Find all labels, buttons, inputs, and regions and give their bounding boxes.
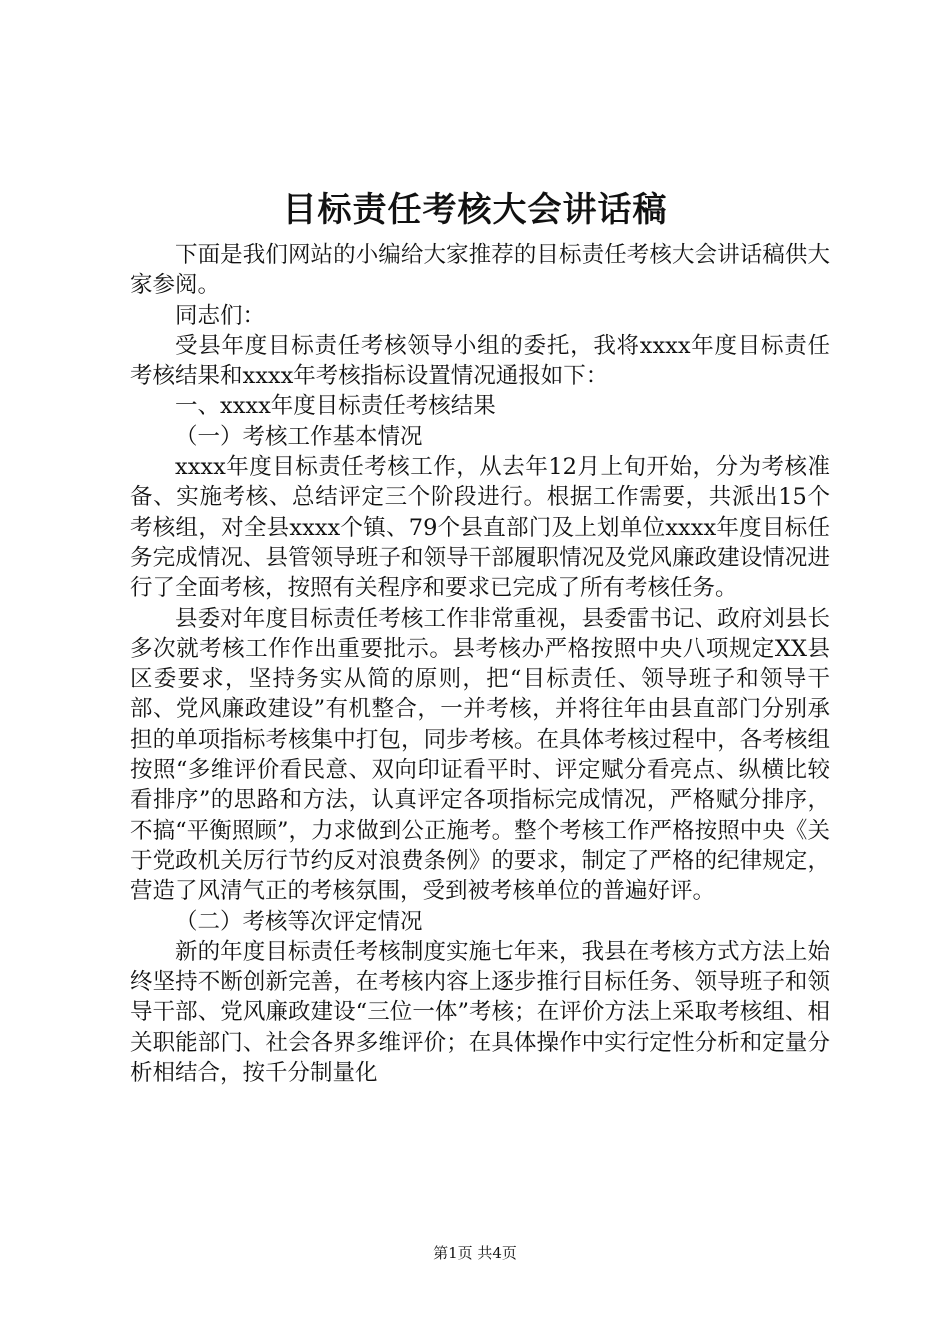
section-heading: 一、xxxx年度目标责任考核结果 bbox=[175, 393, 496, 420]
subsection-heading: （一）考核工作基本情况 bbox=[175, 423, 423, 450]
paragraph: 新的年度目标责任考核制度实施七年来，我县在考核方式方法上始终坚持不断创新完善，在考核内容上逐步推行目标任务、领导班子和领导干部、党风廉政建设“三位一体”考核；在评价方法上采取考核组、相关职能部门、社会各界多维评价；在具体操作中实行定性分析和定量分析相结合，按千分制量化 bbox=[130, 938, 830, 1087]
paragraph: 下面是我们网站的小编给大家推荐的目标责任考核大会讲话稿供大家参阅。 bbox=[130, 242, 830, 299]
page-title: 目标责任考核大会讲话稿 bbox=[282, 190, 668, 230]
paragraph: xxxx年度目标责任考核工作，从去年12月上旬开始，分为考核准备、实施考核、总结评定三个阶段进行。根据工作需要，共派出15个考核组，对全县xxxx个镇、79个县直部门及上划单位xxxx年度目标任务完成情况、县管领导班子和领导干部履职情况及党风廉政建设情况进行了全面考核，按照有关程序和要求已完成了所有考核任务。 bbox=[130, 454, 830, 602]
paragraph: 同志们： bbox=[175, 302, 266, 329]
paragraph: 受县年度目标责任考核领导小组的委托，我将xxxx年度目标责任考核结果和xxxx年考核指标设置情况通报如下： bbox=[130, 332, 830, 390]
subsection-heading: （二）考核等次评定情况 bbox=[175, 908, 423, 935]
paragraph: 县委对年度目标责任考核工作非常重视，县委雷书记、政府刘县长多次就考核工作作出重要批示。县考核办严格按照中央八项规定XX县区委要求，坚持务实从简的原则，把“目标责任、领导班子和领导干部、党风廉政建设”有机整合，一并考核，并将往年由县直部门分别承担的单项指标考核集中打包，同步考核。在具体考核过程中，各考核组按照“多维评价看民意、双向印证看平时、评定赋分看亮点、纵横比较看排序”的思路和方法，认真评定各项指标完成情况，严格赋分排序，不搞“平衡照顾”，力求做到公正施考。整个考核工作严格按照中央《关于党政机关厉行节约反对浪费条例》的要求，制定了严格的纪律规定，营造了风清气正的考核氛围，受到被考核单位的普遍好评。 bbox=[130, 605, 830, 905]
document-body bbox=[130, 240, 830, 1088]
page-number-footer: 第1页 共4页 bbox=[433, 1244, 517, 1262]
